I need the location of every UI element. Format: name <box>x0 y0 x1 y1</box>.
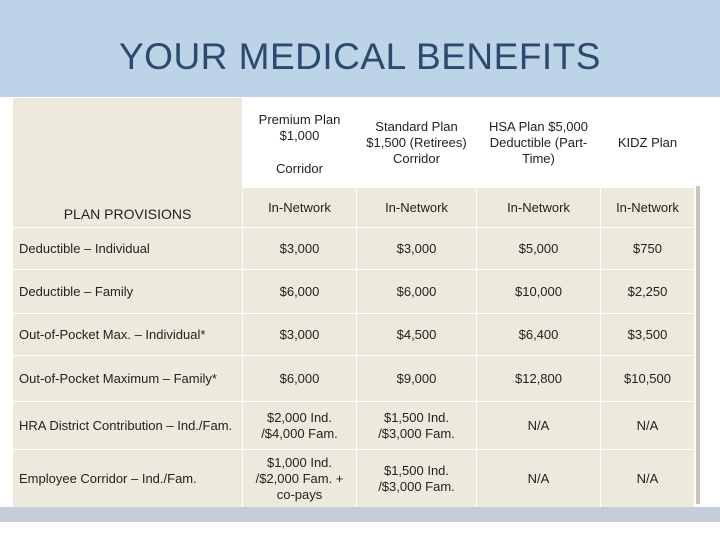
table-cell: $2,000 Ind. /$4,000 Fam. <box>243 402 357 450</box>
table-cell: $750 <box>601 228 695 270</box>
table-cell: $6,400 <box>477 314 601 356</box>
row-label: Out-of-Pocket Maximum – Family* <box>13 356 243 402</box>
plan-provisions-label: PLAN PROVISIONS <box>63 206 192 222</box>
table-cell: $10,500 <box>601 356 695 402</box>
table-row <box>13 450 695 508</box>
table-cell: N/A <box>601 402 695 450</box>
row-label: Deductible – Family <box>13 270 243 314</box>
row-label: Out-of-Pocket Max. – Individual* <box>13 314 243 356</box>
plan-provisions-cell <box>13 98 243 228</box>
premium-plan-type: Corridor <box>276 161 323 176</box>
row-label: HRA District Contribution – Ind./Fam. <box>13 402 243 450</box>
benefits-table <box>12 97 695 508</box>
table-cell: $1,500 Ind. /$3,000 Fam. <box>357 402 477 450</box>
table-cell: $6,000 <box>243 270 357 314</box>
row-label: Employee Corridor – Ind./Fam. <box>13 450 243 508</box>
network-cell: In-Network <box>601 188 695 228</box>
footer-band <box>0 507 720 522</box>
column-header-kidz: KIDZ Plan <box>601 98 695 188</box>
table-cell: $9,000 <box>357 356 477 402</box>
table-cell: $6,000 <box>243 356 357 402</box>
row-label: Deductible – Individual <box>13 228 243 270</box>
table-cell: $3,000 <box>357 228 477 270</box>
table-cell: $3,000 <box>243 314 357 356</box>
plan-header-row <box>13 98 695 188</box>
column-header-hsa: HSA Plan $5,000 Deductible (Part-Time) <box>477 98 601 188</box>
network-cell: In-Network <box>357 188 477 228</box>
table-cell: $5,000 <box>477 228 601 270</box>
table-cell: N/A <box>477 402 601 450</box>
table-cell: $1,500 Ind. /$3,000 Fam. <box>357 450 477 508</box>
page-title: YOUR MEDICAL BENEFITS <box>119 36 601 77</box>
table-cell: $1,000 Ind. /$2,000 Fam. + co-pays <box>243 450 357 508</box>
table-cell: $3,500 <box>601 314 695 356</box>
table-cell: $2,250 <box>601 270 695 314</box>
table-row <box>13 228 695 270</box>
table-shadow-edge <box>696 186 700 504</box>
table-cell: $12,800 <box>477 356 601 402</box>
table-cell: N/A <box>477 450 601 508</box>
column-header-standard: Standard Plan $1,500 (Retirees) Corridor <box>357 98 477 188</box>
table-row <box>13 356 695 402</box>
network-cell: In-Network <box>243 188 357 228</box>
column-header-premium <box>243 98 357 188</box>
table-cell: N/A <box>601 450 695 508</box>
table-cell: $10,000 <box>477 270 601 314</box>
table-cell: $4,500 <box>357 314 477 356</box>
table-cell: $3,000 <box>243 228 357 270</box>
table-row <box>13 270 695 314</box>
table-row <box>13 314 695 356</box>
table-cell: $6,000 <box>357 270 477 314</box>
table-row <box>13 402 695 450</box>
network-cell: In-Network <box>477 188 601 228</box>
premium-plan-name: Premium Plan $1,000 <box>258 112 341 143</box>
